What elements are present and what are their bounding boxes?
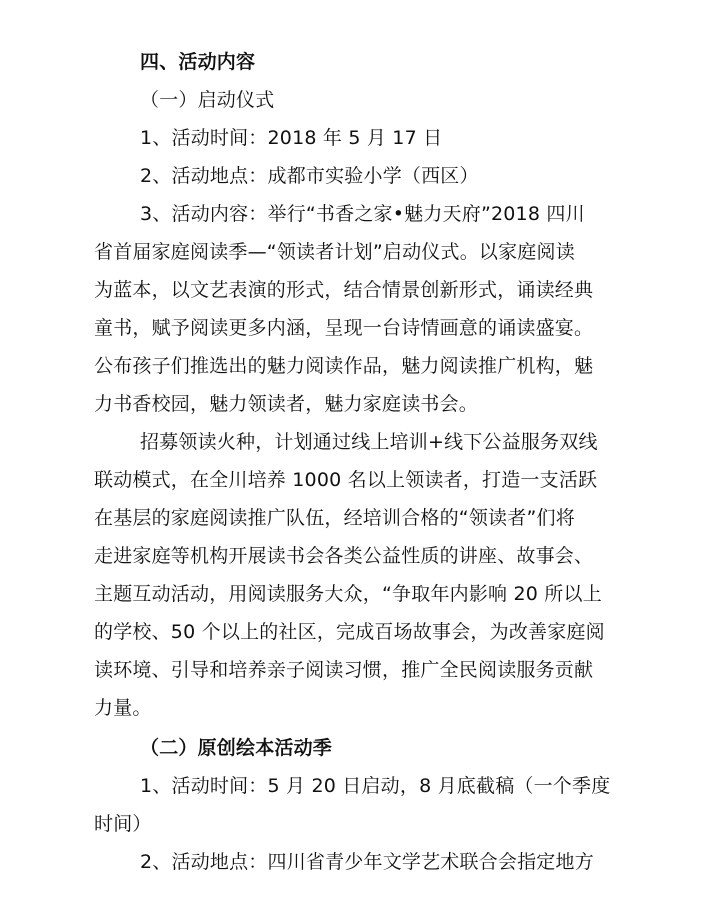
part1-content-line: 省首届家庭阅读季—“领读者计划”启动仪式。以家庭阅读: [94, 241, 575, 263]
recruit-line: 走进家庭等机构开展读书会各类公益性质的讲座、故事会、: [94, 545, 594, 567]
recruit-line: 读环境、引导和培养亲子阅读习惯，推广全民阅读服务贡献: [94, 659, 594, 681]
recruit-line: 在基层的家庭阅读推广队伍，经培训合格的“领读者”们将: [94, 507, 575, 529]
part2-time-line: 1、活动时间：5 月 20 日启动，8 月底截稿（一个季度: [140, 775, 611, 797]
recruit-line: 的学校、50 个以上的社区，完成百场故事会，为改善家庭阅: [94, 621, 605, 643]
part1-time: 1、活动时间：2018 年 5 月 17 日: [140, 127, 443, 149]
recruit-line: 主题互动活动，用阅读服务大众，“争取年内影响 20 所以上: [94, 583, 602, 605]
part2-place: 2、活动地点：四川省青少年文学艺术联合会指定地方: [140, 851, 594, 873]
recruit-line: 招募领读火种，计划通过线上培训+线下公益服务双线: [140, 431, 598, 453]
part1-title: （一）启动仪式: [140, 89, 275, 111]
part1-content-line: 力书香校园，魅力领读者，魅力家庭读书会。: [94, 393, 479, 415]
part1-content-line: 3、活动内容：举行“书香之家•魅力天府”2018 四川: [140, 203, 585, 225]
recruit-line: 联动模式，在全川培养 1000 名以上领读者，打造一支活跃: [94, 469, 598, 491]
part2-title: （二）原创绘本活动季: [140, 737, 333, 759]
section-heading: 四、活动内容: [140, 51, 256, 73]
recruit-line: 力量。: [94, 697, 152, 719]
part1-content-line: 为蓝本，以文艺表演的形式，结合情景创新形式，诵读经典: [94, 279, 594, 301]
part1-place: 2、活动地点：成都市实验小学（西区）: [140, 165, 479, 187]
part1-content-line: 童书，赋予阅读更多内涵，呈现一台诗情画意的诵读盛宴。: [94, 317, 594, 339]
part1-content-line: 公布孩子们推选出的魅力阅读作品，魅力阅读推广机构，魅: [94, 355, 594, 377]
part2-time-line: 时间）: [94, 813, 152, 835]
